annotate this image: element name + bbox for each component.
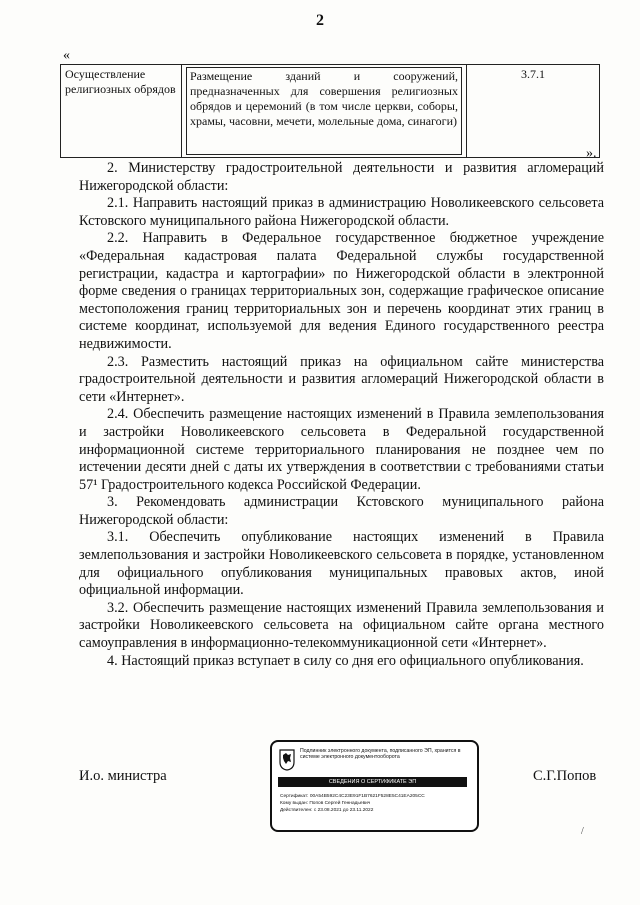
use-description-text: Размещение зданий и сооружений, предназначенных для совершения религиозных обрядов и церемоний (в том числе церкви, соборы, храмы, часовни, мечети, молельные дома, синагоги) <box>186 67 462 155</box>
coat-of-arms-icon <box>279 749 295 771</box>
paragraph-3-2: 3.2. Обеспечить размещение настоящих изменений Правила землепользования и застройки Новоликеевского сельсовета на официальном сайте органа местного самоуправления в информационно-телекоммуникационной сети «Интернет». <box>79 599 604 652</box>
stamp-title: СВЕДЕНИЯ О СЕРТИФИКАТЕ ЭП <box>278 777 467 787</box>
page-number: 2 <box>316 12 324 29</box>
land-use-table <box>60 64 600 158</box>
use-description-cell <box>182 65 467 158</box>
stamp-certificate: Сертификат: 00A54B592C4C23E91F1B7621F528E5C41EA205CC <box>280 794 425 799</box>
signatory-position: И.о. министра <box>79 768 167 784</box>
use-code-cell: 3.7.1 <box>467 65 600 158</box>
use-name-cell: Осуществление религиозных обрядов <box>61 65 182 158</box>
document-body <box>79 160 604 670</box>
signatory-name: С.Г.Попов <box>533 768 597 784</box>
paragraph-3-1: 3.1. Обеспечить опубликование настоящих изменений в Правила землепользования и застройки Новоликеевского сельсовета в порядке, установленном для официального опубликования муниципальных правовых актов, иной официальной информации. <box>79 529 604 599</box>
opening-quote: « <box>63 48 70 63</box>
stamp-validity: Действителен: с 23.08.2021 до 23.11.2022 <box>280 808 374 813</box>
stamp-issued-to: Кому выдан: Попов Сергей Геннадьевич <box>280 801 371 806</box>
paragraph-4: 4. Настоящий приказ вступает в силу со дня его официального опубликования. <box>107 652 584 669</box>
paragraph-3: 3. Рекомендовать администрации Кстовского муниципального района Нижегородской области: <box>79 494 604 528</box>
paragraph-2-1: 2.1. Направить настоящий приказ в администрацию Новоликеевского сельсовета Кстовского муниципального района Нижегородской области. <box>79 195 604 229</box>
paragraph-2-3: 2.3. Разместить настоящий приказ на официальном сайте министерства градостроительной деятельности и развития агломераций Нижегородской области в сети «Интернет». <box>79 353 604 405</box>
closing-quote: ». <box>586 146 597 161</box>
paragraph-2-2: 2.2. Направить в Федеральное государственное бюджетное учреждение «Федеральная кадастровая палата Федеральной службы государственной регистрации, кадастра и картографии» по Нижегородской области в электронной форме сведения о границах территориальных зон, содержащие графическое описание местоположения границ территориальных зон и перечень координат этих границ в системе координат, используемой для ведения Единого государственного реестра недвижимости. <box>79 230 604 352</box>
table-row <box>61 65 600 158</box>
paragraph-2: 2. Министерству градостроительной деятельности и развития агломераций Нижегородской области: <box>79 160 604 194</box>
paragraph-2-4: 2.4. Обеспечить размещение настоящих изменений в Правила землепользования и застройки Новоликеевского сельсовета в Федеральной государственной информационной системе территориального планирования не позднее чем по истечении десяти дней с даты их утверждения в соответствии с требованиями статьи 57¹ Градостроительного кодекса Российской Федерации. <box>79 406 604 493</box>
electronic-signature-stamp <box>270 740 479 832</box>
stamp-header: Подлинник электронного документа, подписанного ЭП, хранится в системе электронного документооборота <box>300 748 461 761</box>
margin-mark: / <box>581 826 584 837</box>
